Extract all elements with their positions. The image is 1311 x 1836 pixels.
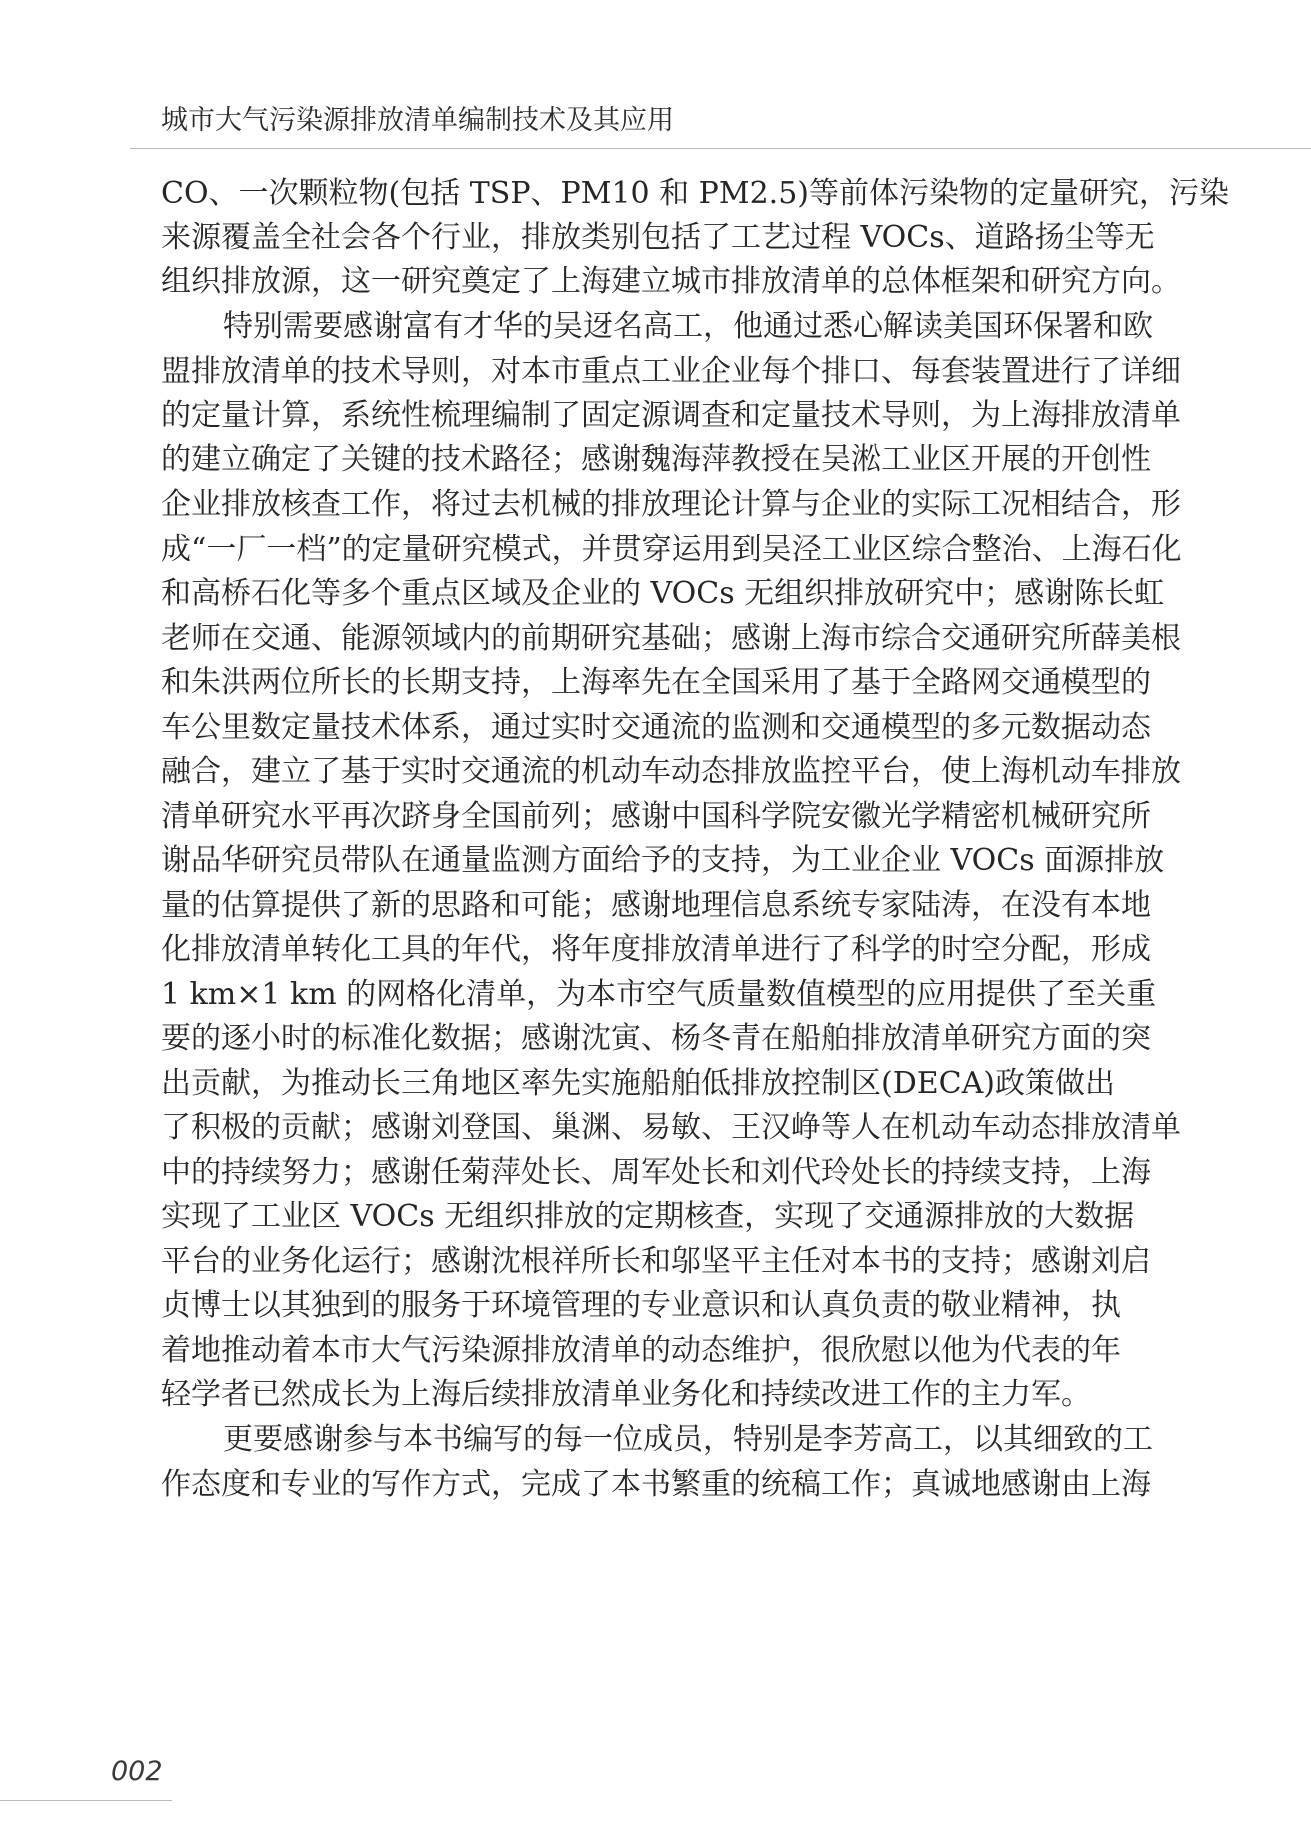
text-line: 平台的业务化运行；感谢沈根祥所长和邬坚平主任对本书的支持；感谢刘启 [161, 1244, 1151, 1279]
text-line: 贞博士以其独到的服务于环境管理的专业意识和认真负责的敬业精神，执 [161, 1288, 1121, 1323]
text-line: 组织排放源，这一研究奠定了上海建立城市排放清单的总体框架和研究方向。 [161, 264, 1181, 299]
text-line: 老师在交通、能源领域内的前期研究基础；感谢上海市综合交通研究所薛美根 [161, 621, 1181, 656]
text-line: 出贡献，为推动长三角地区率先实施船舶低排放控制区(DECA)政策做出 [161, 1066, 1115, 1101]
text-line: 的建立确定了关键的技术路径；感谢魏海萍教授在吴淞工业区开展的开创性 [161, 442, 1151, 477]
text-line: 轻学者已然成长为上海后续排放清单业务化和持续改进工作的主力军。 [161, 1377, 1091, 1412]
text-line: 要的逐小时的标准化数据；感谢沈寅、杨冬青在船舶排放清单研究方面的突 [161, 1021, 1151, 1056]
book-title-header: 城市大气污染源排放清单编制技术及其应用 [161, 105, 674, 136]
text-line: 中的持续努力；感谢任菊萍处长、周军处长和刘代玲处长的持续支持，上海 [161, 1155, 1151, 1190]
text-line: 盟排放清单的技术导则，对本市重点工业企业每个排口、每套装置进行了详细 [161, 354, 1181, 389]
text-line: 成“一厂一档”的定量研究模式，并贯穿运用到吴泾工业区综合整治、上海石化 [161, 532, 1182, 567]
text-line: 清单研究水平再次跻身全国前列；感谢中国科学院安徽光学精密机械研究所 [161, 799, 1151, 834]
text-line: 着地推动着本市大气污染源排放清单的动态维护，很欣慰以他为代表的年 [161, 1333, 1121, 1368]
text-line: 1 km×1 km 的网格化清单，为本市空气质量数值模型的应用提供了至关重 [161, 977, 1157, 1012]
paragraph-start-line: 更要感谢参与本书编写的每一位成员，特别是李芳高工，以其细致的工 [223, 1422, 1153, 1457]
text-line: 的定量计算，系统性梳理编制了固定源调查和定量技术导则，为上海排放清单 [161, 398, 1181, 433]
text-line: 融合，建立了基于实时交通流的机动车动态排放监控平台，使上海机动车排放 [161, 754, 1181, 789]
text-line: 量的估算提供了新的思路和可能；感谢地理信息系统专家陆涛，在没有本地 [161, 888, 1151, 923]
text-line: 作态度和专业的写作方式，完成了本书繁重的统稿工作；真诚地感谢由上海 [161, 1467, 1151, 1502]
text-line: CO、一次颗粒物(包括 TSP、PM10 和 PM2.5)等前体污染物的定量研究，污染 [161, 176, 1230, 211]
text-line: 化排放清单转化工具的年代，将年度排放清单进行了科学的时空分配，形成 [161, 932, 1151, 967]
text-line: 和朱洪两位所长的长期支持，上海率先在全国采用了基于全路网交通模型的 [161, 665, 1151, 700]
page-number: 002 [111, 1756, 163, 1787]
text-line: 了积极的贡献；感谢刘登国、巢渊、易敏、王汉峥等人在机动车动态排放清单 [161, 1110, 1181, 1145]
text-line: 车公里数定量技术体系，通过实时交通流的监测和交通模型的多元数据动态 [161, 710, 1151, 745]
text-line: 实现了工业区 VOCs 无组织排放的定期核查，实现了交通源排放的大数据 [161, 1199, 1135, 1234]
text-line: 谢品华研究员带队在通量监测方面给予的支持，为工业企业 VOCs 面源排放 [161, 843, 1165, 878]
text-line: 企业排放核查工作，将过去机械的排放理论计算与企业的实际工况相结合，形 [161, 487, 1181, 522]
text-line: 来源覆盖全社会各个行业，排放类别包括了工艺过程 VOCs、道路扬尘等无 [161, 220, 1155, 255]
footer-divider [0, 1800, 172, 1801]
text-line: 和高桥石化等多个重点区域及企业的 VOCs 无组织排放研究中；感谢陈长虹 [161, 576, 1165, 611]
paragraph-start-line: 特别需要感谢富有才华的吴迓名高工，他通过悉心解读美国环保署和欧 [223, 309, 1153, 344]
